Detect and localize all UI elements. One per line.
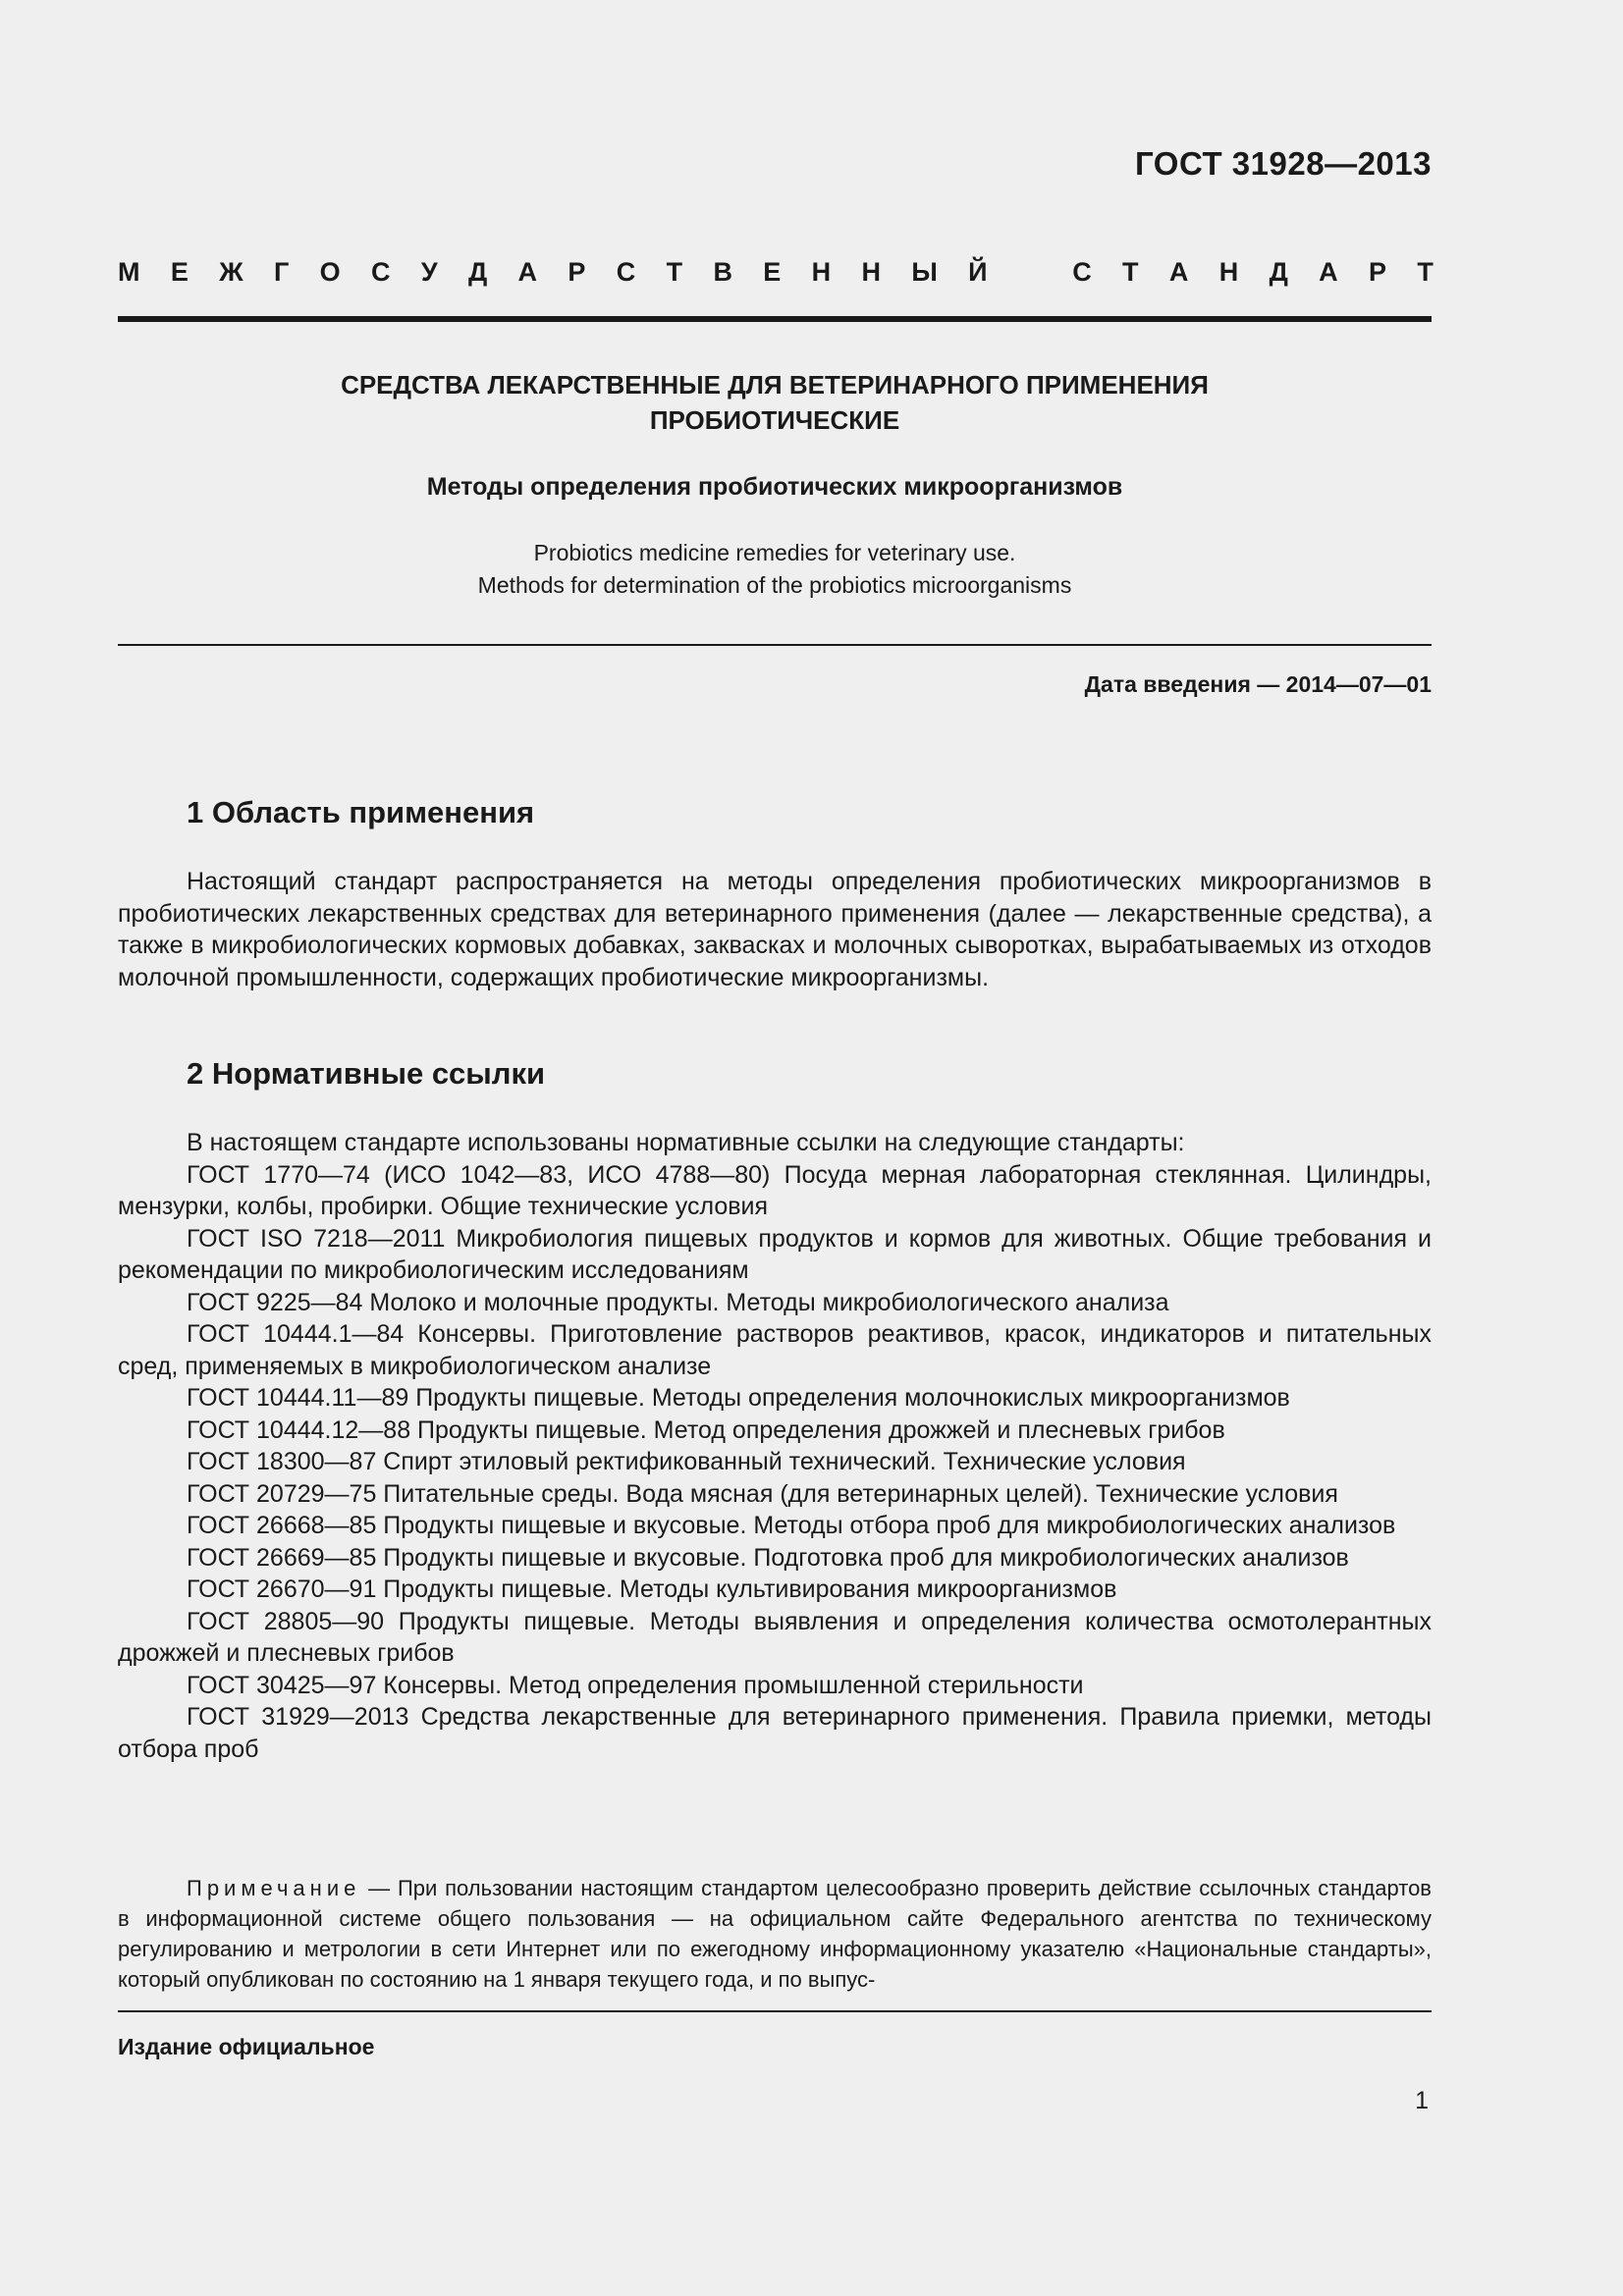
interstate-letter: Н [1218, 257, 1239, 287]
title-line-2: ПРОБИОТИЧЕСКИЕ [649, 405, 900, 435]
reference-item: ГОСТ 26669—85 Продукты пищевые и вкусовые. Подготовка проб для микробиологических анализов [187, 1543, 1349, 1572]
title-english-line-2: Methods for determination of the probiotics microorganisms [477, 572, 1072, 598]
reference-item: ГОСТ 20729—75 Питательные среды. Вода мясная (для ветеринарных целей). Технические условия [187, 1479, 1338, 1508]
interstate-letter: Ж [219, 257, 243, 287]
section-1-body [118, 866, 1432, 993]
reference-item: ГОСТ 9225—84 Молоко и молочные продукты. Методы микробиологического анализа [187, 1288, 1169, 1316]
interstate-gap [1018, 257, 1042, 288]
interstate-letter: Т [1417, 257, 1434, 287]
reference-item: ГОСТ 18300—87 Спирт этиловый ректификованный технический. Технические условия [187, 1448, 1186, 1475]
note-text: — При пользовании настоящим стандартом целесообразно проверить действие ссылочных стандартов в информационной системе общего пользования — на официальном сайте Федерального агентства по техническому регулированию и метрологии в сети Интернет или по ежегодному информационному указателю «Национальные стандарты», который опубликован по состоянию на 1 января текущего года, и по выпус- [118, 1876, 1432, 1992]
interstate-letter: А [1319, 257, 1338, 287]
interstate-letter: Н [811, 257, 832, 287]
title-line-1: СРЕДСТВА ЛЕКАРСТВЕННЫЕ ДЛЯ ВЕТЕРИНАРНОГО ПРИМЕНЕНИЯ [341, 370, 1209, 400]
header-rule [118, 316, 1432, 322]
interstate-letter: Т [666, 257, 683, 287]
interstate-letter: Д [467, 257, 488, 287]
title-english-line-1: Probiotics medicine remedies for veterinary use. [533, 540, 1016, 565]
reference-item: ГОСТ 31929—2013 Средства лекарственные для ветеринарного применения. Правила приемки, методы отбора проб [118, 1703, 1432, 1763]
section-2-intro: В настоящем стандарте использованы нормативные ссылки на следующие стандарты: [187, 1129, 1185, 1156]
title-subtitle: Методы определения пробиотических микроорганизмов [426, 473, 1123, 501]
note-block [118, 1873, 1432, 1995]
interstate-letter: Д [1269, 257, 1288, 287]
interstate-letter: О [319, 257, 341, 287]
interstate-letter: А [1168, 257, 1189, 287]
interstate-letter: С [616, 257, 636, 287]
reference-item: ГОСТ 26670—91 Продукты пищевые. Методы культивирования микроорганизмов [187, 1575, 1117, 1603]
interstate-letter: Г [273, 257, 290, 287]
footer-rule [118, 2010, 1432, 2012]
interstate-letter: Ы [911, 257, 938, 287]
title-english [118, 537, 1432, 602]
official-edition-label: Издание официальное [118, 2034, 375, 2059]
reference-item: ГОСТ 1770—74 (ИСО 1042—83, ИСО 4788—80) Посуда мерная лабораторная стеклянная. Цилиндры, мензурки, колбы, пробирки. Общие технические условия [118, 1160, 1432, 1220]
section-1-paragraph: Настоящий стандарт распространяется на методы определения пробиотических микроорганизмов в пробиотических лекарственных средствах для ветеринарного применения (далее — лекарственные средства), а также в микробиологических кормовых добавках, заквасках и молочных сыворотках, вырабатываемых из отходов молочной промышленности, содержащих пробиотические микроорганизмы. [118, 868, 1432, 991]
reference-item: ГОСТ 26668—85 Продукты пищевые и вкусовые. Методы отбора проб для микробиологических анализов [187, 1512, 1396, 1539]
gost-number: ГОСТ 31928—2013 [1135, 145, 1432, 182]
title-block [118, 367, 1432, 602]
interstate-letter: Р [568, 257, 586, 287]
interstate-letter: С [370, 257, 391, 287]
reference-item: ГОСТ 10444.11—89 Продукты пищевые. Методы определения молочнокислых микроорганизмов [187, 1384, 1290, 1412]
reference-item: ГОСТ ISO 7218—2011 Микробиология пищевых продуктов и кормов для животных. Общие требования и рекомендации по микробиологическим исследованиям [118, 1224, 1432, 1284]
interstate-letter: Т [1122, 257, 1139, 287]
reference-item: ГОСТ 28805—90 Продукты пищевые. Методы выявления и определения количества осмотолерантных дрожжей и плесневых грибов [118, 1607, 1432, 1667]
interstate-letter: М [118, 257, 140, 287]
interstate-standard-heading [118, 257, 1434, 288]
title-rule [118, 644, 1432, 646]
section-2-body [118, 1127, 1432, 1765]
reference-item: ГОСТ 10444.12—88 Продукты пищевые. Метод определения дрожжей и плесневых грибов [187, 1415, 1225, 1444]
interstate-letter: Р [1369, 257, 1387, 287]
interstate-letter: Й [968, 257, 988, 287]
intro-date: Дата введения — 2014—07—01 [1084, 671, 1432, 697]
interstate-letter: Н [861, 257, 881, 287]
reference-item: ГОСТ 10444.1—84 Консервы. Приготовление растворов реактивов, красок, индикаторов и питательных сред, применяемых в микробиологическом анализе [118, 1320, 1432, 1380]
section-2-heading: 2 Нормативные ссылки [187, 1056, 546, 1091]
interstate-letter: В [713, 257, 732, 287]
note-label: Примечание [187, 1876, 361, 1900]
section-1-heading: 1 Область применения [187, 795, 535, 829]
interstate-letter: А [517, 257, 538, 287]
interstate-letter: С [1072, 257, 1092, 287]
interstate-letter: Е [763, 257, 782, 287]
interstate-letter: У [420, 257, 438, 287]
page-number: 1 [1415, 2087, 1429, 2114]
interstate-letter: Е [170, 257, 189, 287]
reference-item: ГОСТ 30425—97 Консервы. Метод определения промышленной стерильности [187, 1671, 1084, 1699]
